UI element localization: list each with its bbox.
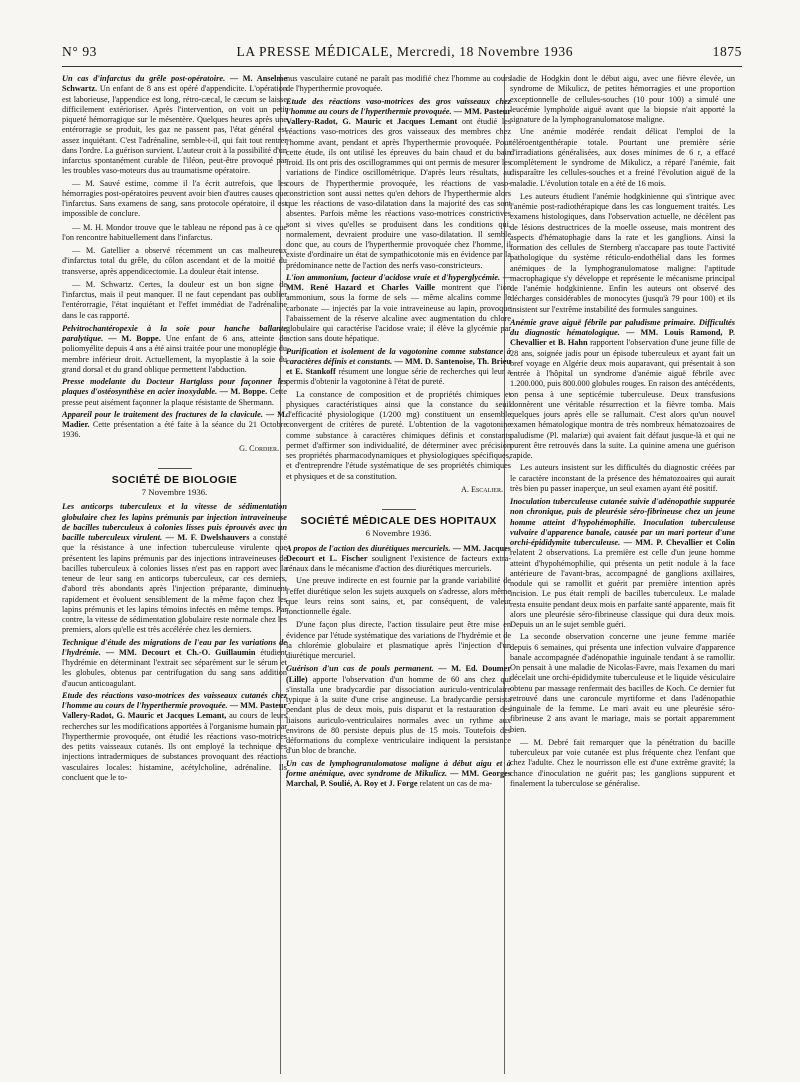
section-divider [382,509,416,510]
article [510,318,735,462]
column-3 [510,74,735,792]
article-body: étudient l'hydrémie en déterminant l'extrait sec séparément sur le sérum et les globules, obtenus par centrifugation du sang sans addition d'aucun anticoagulant. [62,647,287,688]
signature: A. Escalier. [460,484,503,494]
article-body: montrent que l'ion ammonium, sous la forme de sels — même alcalins comme le carbonate — injectés par la voie intraveineuse au lapin, provoque l'abaissement de la réserve alcaline avec augmentation du chlore globulaire qui caractérise l'acidose vraie; il élève la glycémie par action sans doute hépatique. [286,283,511,344]
article-body: apporte l'observation d'un homme de 60 ans chez qui s'installa une bradycardie par dissociation auriculo-ventriculaire typique à la suite d'une crise angineuse. La bradycardie persista pendant plus de deux mois, puis disparut et la restauration des liaisons auriculo-ventriculaires normales avec un rythme aux environs de 80 persiste depuis plus de 15 mois. Toutefois des déformations du complexe ventriculaire indiquent la persistance d'un bloc de branche. [286,674,511,756]
section-heading: SOCIÉTÉ MÉDICALE DES HOPITAUX [300,515,497,527]
article-authors: — MM. Decourt et Ch.-O. Guillaumin [105,647,261,657]
article-authors: — M. Madier. [62,409,287,429]
paragraph: La constance de composition et de propriétés chimiques et physiques caractéristiques ainsi que la constance du seuil d'efficacité physiologique (1/200 mg) constituent un ensemble convergent de critères de pureté. L'obtention de la vagotonine comme substance à caractères chimiques définis et constants permet d'affirmer son individualité, de déterminer avec précision ses propriétés pharmacodynamiques et physiologiques spécifiques, et d'entreprendre l'étude systématique de ses propriétés chimiques et physiques et de sa constitution. [286,389,511,481]
column-1 [62,74,287,785]
article [62,377,287,408]
article-title: Guérison d'un cas de pouls permanent. [286,664,439,674]
paragraph: D'une façon plus directe, l'action tissulaire peut être mise en évidence par l'étude systématique des variations de l'hydrémie et de la chlorémie globulaire et plasmatique après l'injection d'un diurétique mercuriel. [286,620,511,660]
issue-number: N° 93 [62,44,98,59]
article-body: Cette presse peut aisément façonner la plaque résistante de Shermann. [62,387,287,407]
article-title: Etude des réactions vaso-motrices des vaisseaux cutanés chez l'homme au cours de l'hyperthermie provoquée. [62,690,287,710]
article-authors: — M. Anselme Schwartz. [62,74,287,94]
signature: G. Cordier. [239,443,279,453]
article [286,544,511,575]
article-authors: — M. Ed. Doumer (Lille) [286,664,511,684]
article [286,664,511,756]
article-authors: — MM. Pasteur Vallery-Radot, G. Mauric et Jacques Lemant, [62,701,287,721]
article [62,691,287,783]
article [62,502,287,635]
article-title: Un cas d'infarctus du grêle post-opératoire. [62,74,230,83]
article-body: rapportent l'observation d'une jeune fille de 28 ans, soignée jadis pour un épisode tuberculeux et ayant fait un bref voyage en Algérie deux mois auparavant, qui présentait à son entrée à l'hôpital un syndrome d'anémie aiguë fébrile avec 1.200.000, puis 800.000 globules rouges. En raison des antécédents, on pensa à une septicémie tuberculeuse. Deux transfusions donnèrent une véritable résurrection et la fièvre tomba. Mais quelques jours après elle se rallumait. C'est alors qu'un nouvel examen hématologique montra de très nombreux hématozoaires de paludisme (Pl. malariæ) qui avaient fait défaut jusque-là et qui ne purent être retrouvés dans la suite. La quinine amena une guérison rapide. [510,338,736,460]
paragraph: nus vasculaire cutané ne paraît pas modifié chez l'homme au cours de l'hyperthermie provoquée. [286,74,511,94]
article-body: Une enfant de 6 ans, atteinte de poliomyélite depuis 4 ans a été ainsi traitée pour une monoplégie du membre inférieur droit. Actuellement, la myoplastie à la soie du grand dorsal et du grand oblique permettent l'abduction. [62,334,287,374]
article-title: Les anticorps tuberculeux et la vitesse de sédimentation globulaire chez les lapins prémunis par injection intraveineuse de bacilles tuberculeux à colonies lisses puis éprouvés avec un bacille tuberculeux virulent. [62,502,287,542]
section-divider [158,468,192,469]
paragraph: — M. Sauvé estime, comme il l'a écrit autrefois, que les hémorragies post-opératoires peuvent avoir bien d'autres causes que l'infarctus. Sans examens de sang, sans protocole opératoire, il est impossible de conclure. [62,178,287,219]
paragraph: — M. H. Mondor trouve que le tableau ne répond pas à ce que l'on rencontre habituellement dans l'infarctus. [62,222,287,242]
section-date: 6 Novembre 1936. [365,528,432,539]
article-authors: — M. Boppe. [108,334,166,343]
article-authors: — MM. René Hazard et Charles Vaille [286,272,511,292]
section-heading: SOCIÉTÉ DE BIOLOGIE [111,473,238,486]
article-body: soulignent l'existence de facteurs extra-rénaux dans le mécanisme d'action des diurétiques mercuriels. [286,553,511,573]
article-body: résument une longue série de recherches qui leur a permis d'obtenir la vagotonine à l'état de pureté. [286,367,512,387]
article-authors: — MM. Louis Ramond, P. Chevallier et B. Hahn [510,328,735,348]
masthead-title: LA PRESSE MÉDICALE, Mercredi, 18 Novembre 1936 [236,44,574,59]
paragraph: La seconde observation concerne une jeune femme mariée depuis 6 semaines, qui présenta une infection vulvaire d'apparence banale accompagnée d'adénopathie inguinale tendant à se ramollir. On pensait à une maladie de Nicolas-Favre, mais l'examen du mari décelait une orchi-épididymite tuberculeuse et le liquide vésiculaire obtenu par massage renfermait des bacilles de Koch. Ce dernier fut retrouvé dans une caroncule myrtiforme et dans l'adénopathie inguinale de la femme. Le mari avait eu une pleurésie séro-fibrineuse 2 ans avant le mariage, mais se portait apparemment bien. [510,632,735,734]
article-body: relatent un cas de ma- [419,779,492,788]
column-2 [286,74,511,791]
article [286,759,511,790]
article-title: Inoculation tuberculeuse cutanée suivie d'adénopathie suppurée non chronique, puis de pleurésie séro-fibrineuse chez un jeune homme atteint d'hypohémophilie. Inoculation tuberculeuse vulvaire d'apparence banale, causée par un mari porteur d'une orchi-épididymite tuberculeuse. [510,497,735,547]
paragraph: Les auteurs insistent sur les difficultés du diagnostic créées par le caractère inconstant de la présence des hématozoaires qui aurait très bien pu passer inaperçue, un seul examen ayant été positif. [510,463,735,493]
article-title: Technique d'étude des migrations de l'eau par les variations de l'hydrémie. [62,637,287,657]
paragraph: Les auteurs étudient l'anémie hodgkinienne qui s'intrique avec l'anémie post-radiothérapique dans les cas longuement traités. Les examens histologiques, dans l'observation actuelle, ne décèlent pas de lésions destructrices de la moelle osseuse, mais montrent des aspects d'hématophagie dans la rate et les ganglions. Ainsi la formation des cellules de Sternberg n'accapare pas toute l'activité pathologique du système réticulo-endothélial dans les formes anémiques de la lymphogranulomatose maligne: l'aptitude macrophagique s'y développe et représente le mécanisme principal de l'anémie hodgkinienne. Enfin les auteurs ont observé des décharges considérables de monocytes (jusqu'à 79 pour 100) et ils insistent sur l'extrême instabilité des formules sanguines. [510,191,735,314]
article [62,74,287,177]
section-date: 7 Novembre 1936. [141,487,208,497]
article-body: relatent 2 observations. La première est celle d'un jeune homme atteint d'hypohémophilie, qui présenta un petit nodule à la face antérieure de l'avant-bras, accompagné de ganglions axillaires, nodule qui se ramollit et guérit par première intention après incision. Le pus était rempli de bacilles tuberculeux. Le malade resta ensuite pendant deux mois en parfaite santé apparente, mais fit alors une pleurésie séro-fibrineuse classique qui dura deux mois. Depuis un an le sujet semble guéri. [510,548,735,629]
article-authors: — MM. Pasteur Vallery-Radot, G. Mauric et Jacques Lemant [286,106,511,126]
article-body: Un enfant de 8 ans est opéré d'appendicite. L'opération est laborieuse, l'appendice est long, rétro-cæcal, le cæcum se laisse difficilement extérioriser. Après l'intervention, on voit un petit piqueté hémorragique sur le mésentère. Quelques heures après une entérorragie se produit, les gaz ne passent pas, l'état général est assez inquiétant. C'est l'adrénaline, semble-t-il, qui fait tout rentrer dans l'ordre. La guérison survient. L'auteur croit à la possibilité d'un infarctus spontanément curable de l'iléon, peut-être provoqué par les troubles vaso-moteurs dus au traumatisme opératoire. [62,84,287,176]
page-header [62,44,742,62]
paragraph: Une preuve indirecte en est fournie par la grande variabilité de l'effet diurétique selon les sujets auxquels on s'adresse, alors même que leurs reins sont sains, et, par conséquent, de valeur fonctionnelle égale. [286,576,511,616]
article-title: Un cas de lymphogranulomatose maligne à début aigu et à forme anémique, avec syndrome de Mikulicz. [286,758,511,778]
article-authors: — MM. Jacques Decourt et L. Fischer [286,543,511,563]
paragraph: Une anémie modérée rendait délicat l'emploi de la téléroentgenthérapie totale. Pourtant une première série d'irradiations généralisées, aux doses minimes de 6 r, a effacé complètement le syndrome de Mikulicz, a réparé l'anémie, fait disparaître les cellules-souches et a freiné l'évolution aiguë de la maladie. L'évolution totale en a été de 16 mois. [510,127,735,188]
article-authors: — MM. Georges Marchal, P. Soulié, A. Roy et J. Forge [286,768,511,788]
article [510,497,735,630]
article [286,273,511,345]
article [286,97,511,271]
article-body: ont étudié les réactions vaso-motrices des gros vaisseaux des membres chez l'homme avant, pendant et après l'hyperthermie provoquée. Pour cette étude, ils ont utilisé les épreuves du bain chaud et du bain froid. Ils ont pris des oscillogrammes qui ont permis de mesurer les variations de l'indice oscillométrique. D'après leurs résultats, au cours de l'hyperthermie provoquée, les réactions de vaso-constriction sont aussi nettes qu'en dehors de l'hyperthermie alors que les réactions de vaso-dilatation dans la majorité des cas sont absentes. Parfois même les réactions vaso-motrices constrictives sont si vives qu'elles se produisent dans les conditions qui, normalement, devraient produire une vaso-dilatation. Il semble donc que, au cours de l'hyperthermie provoquée chez l'homme, il existe d'ordinaire un état de sympathicotonie mis en évidence par la prédominance nette de l'action des nerfs vaso-constricteurs. [286,117,511,270]
article-title: Etude des réactions vaso-motrices des gros vaisseaux chez l'homme au cours de l'hyperthermie provoquée. [286,96,511,116]
paragraph: — M. Schwartz. Certes, la douleur est un bon signe de l'infarctus, mais il peut manquer. Il ne faut cependant pas oublier l'entérorragie, l'état inquiétant et l'effet immédiat de l'adrénaline dans le cas rapporté. [62,279,287,320]
article-body: Cette présentation a été faite à la séance du 21 Octobre 1936. [62,420,287,440]
article-title: L'ion ammonium, facteur d'acidose vraie et d'hyperglycémie. [286,272,503,282]
article [62,638,287,689]
article-body: a constaté que la résistance à une infection tuberculeuse virulente que présentent les lapins prémunis par des injections intraveineuses de bacilles tuberculeux à colonies lisses n'est pas en rapport avec la teneur de leur sang en anticorps tuberculeux, car ces derniers, d'abord très abondants après l'injection préparante, diminuent rapidement et évoluent sensiblement de la même façon chez les lapins prémunis et les lapins témoins infectés en même temps. Par contre, la vitesse de sédimentation globulaire reste normale chez les premiers, alors qu'elle est très accélérée chez les derniers. [62,533,287,635]
article-authors: — MM. P. Chevallier et Colin [623,538,735,547]
article-authors: — M. F. Dwelshauvers [165,533,253,542]
article-title: A propos de l'action des diurétiques mercuriels. [286,543,453,553]
article-title: Pelvitrochantéropexie à la soie pour hanche ballante paralytique. [62,323,287,343]
article [286,347,511,388]
paragraph: — M. Debré fait remarquer que la pénétration du bacille tuberculeux par voie cutanée est plus fréquente chez l'enfant que chez l'adulte. Chez le nourrisson elle est d'une extrême gravité; la chance d'inoculation ne guérit pas; les ganglions suppurent et finalement la tuberculose se généralise. [510,737,735,788]
article-authors: — M. Boppe. [219,387,270,397]
article-title: Appareil pour le traitement des fractures de la clavicule. [62,409,266,419]
header-rule [62,66,742,67]
article-body: au cours de leurs recherches sur les modifications apportées à l'organisme humain par l'hyperthermie provoquée, ont étudié les réactions vaso-motrices des petits vaisseaux cutanés. Ils ont employé la technique des injections intradermiques de substances provoquant des réactions vasculaires locales: histamine, acétylcholine, adrénaline. Ils concluent que le to- [62,711,287,782]
paragraph: ladie de Hodgkin dont le début aigu, avec une fièvre élevée, un syndrome de Mikulicz, de petites hémorragies et une proportion exceptionnelle de cellules-souches (10 pour 100) a simulé une leucémie lymphoïde aiguë avant que la biopsie n'ait apporté la signature de la lymphogranulomatose maligne. [510,74,735,124]
article-title: Anémie grave aiguë fébrile par paludisme primaire. Difficultés du diagnostic hématologique. [510,317,735,337]
paragraph: — M. Gatellier a observé récemment un cas malheureux d'infarctus total du grêle, du côlon ascendant et de la moitié du transverse, après appendicectomie. La douleur était intense. [62,246,287,276]
article-title: Purification et isolement de la vagotonine comme substance à caractères définis et constants. [286,346,511,366]
article [62,324,287,375]
article-authors: — MM. D. Santenoise, Th. Brieu et E. Stankoff [286,356,511,376]
article [62,410,287,441]
page-number: 1875 [712,44,742,59]
article-title: Presse modelante du Docteur Hartglass pour façonner les plaques d'ostéosynthèse en acier inoxydable. [62,377,287,397]
